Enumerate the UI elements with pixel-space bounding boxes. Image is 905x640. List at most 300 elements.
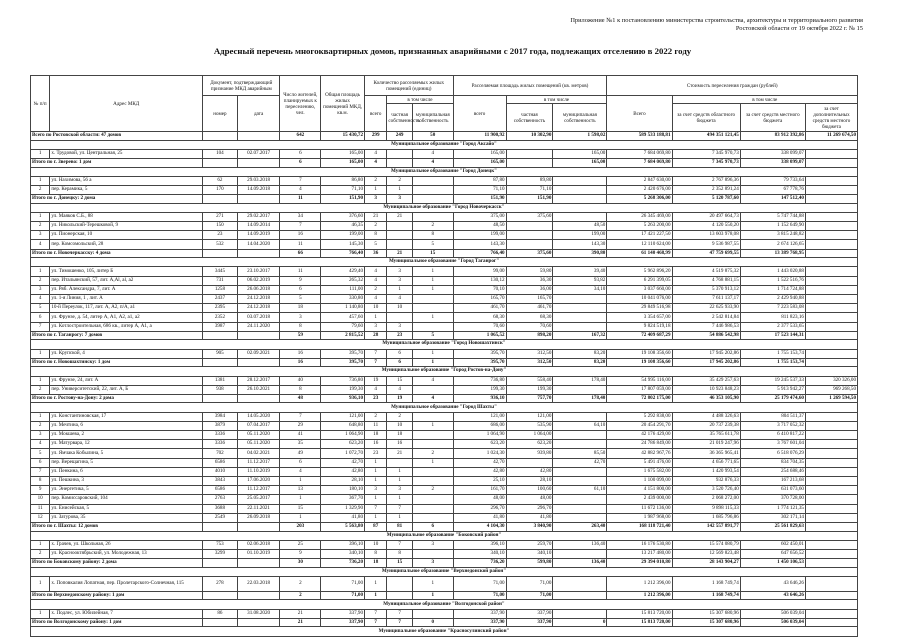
subtotal-cell: 1 269 594,50 (805, 394, 857, 403)
house-cell: 330,80 (321, 295, 365, 304)
house-cell: 10 041 076,00 (607, 295, 672, 304)
subtotal-cell: 1 450 106,53 (740, 559, 805, 568)
col-cost-local: за счет средств местного бюджета (740, 104, 805, 132)
subtotal-cell (805, 358, 857, 367)
house-cell: 1 (412, 421, 453, 430)
house-cell: 86,80 (321, 176, 365, 185)
house-cell: 136,40 (553, 540, 607, 549)
subtotal-cell (203, 522, 238, 531)
house-cell: 12 110 624,00 (607, 240, 672, 249)
house-cell: 86 (203, 609, 238, 618)
subtotal-cell: 48 (280, 394, 321, 403)
house-cell: 6 (387, 349, 412, 358)
house-cell: 21 (365, 212, 387, 221)
subtotal-label: Итого по г. Донецку: 2 дома (31, 195, 203, 204)
house-cell: 02.09.2021 (237, 349, 280, 358)
house-cell: 2 377 533,65 (740, 322, 805, 331)
house-cell: 15 307 680,96 (672, 609, 740, 618)
house-cell: 11 (365, 421, 387, 430)
subtotal-cell (237, 331, 280, 340)
house-cell: 93,82 (553, 276, 607, 285)
grand-total-cell (203, 132, 238, 141)
subtotal-cell (203, 158, 238, 167)
subtotal-cell: 18 (365, 559, 387, 568)
house-cell: 83,20 (553, 349, 607, 358)
house-cell: 3688 (203, 504, 238, 513)
house-address: пер. Итальянский, 57, лит. А,Al, al, а2 (50, 276, 203, 285)
page-title: Адресный перечень многоквартирных домов, признанных аварийными с 2017 года, подлежащих отселению в 2022 году (213, 46, 692, 56)
house-cell (805, 295, 857, 304)
house-cell (805, 285, 857, 294)
house-cell: 5 263 200,00 (607, 222, 672, 231)
house-row (31, 449, 858, 458)
house-cell: 16 (387, 440, 412, 449)
house-cell: 199,00 (453, 231, 506, 240)
house-cell: 3 (280, 313, 321, 322)
house-row (31, 540, 858, 549)
house-address: ул. Пенкина, 6 (50, 467, 203, 476)
house-cell: 3336 (203, 440, 238, 449)
subtotal-row (31, 559, 858, 568)
col-cost-total: Всего (607, 96, 672, 132)
house-address: ул. Пионерская, 10 (50, 231, 203, 240)
house-cell (805, 504, 857, 513)
house-cell: 14.04.2020 (237, 240, 280, 249)
house-cell: 42,80 (506, 467, 553, 476)
house-cell: 9 (280, 276, 321, 285)
house-cell: 461,70 (506, 304, 553, 313)
house-cell: 2 068 272,00 (672, 495, 740, 504)
house-cell (805, 185, 857, 194)
house-cell: 1 443 020,88 (740, 267, 805, 276)
house-cell: 1 152 649,90 (740, 222, 805, 231)
house-cell (387, 231, 412, 240)
house-cell: 4 (412, 376, 453, 385)
house-row (31, 304, 858, 313)
subtotal-row (31, 591, 858, 600)
house-row (31, 609, 858, 618)
subtotal-cell: 395,70 (321, 358, 365, 367)
subtotal-cell (203, 249, 238, 258)
house-cell: 3 815 248,82 (740, 231, 805, 240)
house-cell: 1 (31, 412, 50, 421)
house-cell (805, 549, 857, 558)
house-cell: 41,80 (506, 513, 553, 522)
house-cell (805, 449, 857, 458)
house-cell: 296,70 (453, 504, 506, 513)
house-cell (412, 212, 453, 221)
subtotal-cell (553, 591, 607, 600)
house-cell: 29.02.2017 (237, 212, 280, 221)
house-cell (553, 609, 607, 618)
house-cell: 18 (280, 304, 321, 313)
house-cell: 340,10 (506, 549, 553, 558)
house-cell: 20 497 664,73 (672, 212, 740, 221)
house-cell: 623,20 (506, 440, 553, 449)
house-cell: 5 962 896,20 (607, 267, 672, 276)
house-cell: 3 (31, 431, 50, 440)
house-address: ул. Энергетика, 5 (50, 486, 203, 495)
house-cell (805, 486, 857, 495)
house-cell: 320 326,00 (805, 376, 857, 385)
subtotal-cell (387, 158, 412, 167)
house-row (31, 385, 858, 394)
house-cell: 6 (280, 285, 321, 294)
house-cell: 19 108 356,60 (607, 349, 672, 358)
house-cell: 178,40 (553, 376, 607, 385)
subtotal-cell: 19 (387, 394, 412, 403)
house-cell: 9 824 519,18 (607, 322, 672, 331)
house-cell: 1 100 099,00 (607, 476, 672, 485)
subtotal-cell: 4 (412, 394, 453, 403)
house-cell: 165,70 (506, 295, 553, 304)
house-cell (553, 467, 607, 476)
house-cell: 1 (387, 513, 412, 522)
subtotal-cell: 168 118 721,40 (607, 522, 672, 531)
subtotal-cell: 1 755 153,74 (740, 358, 805, 367)
house-cell (553, 549, 607, 558)
municipality-row (31, 140, 858, 149)
subtotal-cell: 54 886 542,98 (672, 331, 740, 340)
subtotal-cell: 178,40 (553, 394, 607, 403)
col-residents: Число жителей, планируемых к переселению, чел. (280, 76, 321, 132)
house-cell: 1 (412, 267, 453, 276)
house-address: х. Трудовой, ул. Центральная, 25 (50, 149, 203, 158)
house-cell: 170 (203, 185, 238, 194)
house-cell: 686,00 (453, 421, 506, 430)
house-cell: 4 (365, 149, 387, 158)
house-cell (553, 185, 607, 194)
house-address: ул. Матурвара, 12 (50, 440, 203, 449)
house-cell: 22 625 933,90 (672, 304, 740, 313)
house-cell (805, 431, 857, 440)
col-rooms-private: частная собственность (387, 104, 412, 132)
house-cell: 16 176 530,80 (607, 540, 672, 549)
house-cell: 2 352 891,24 (672, 185, 740, 194)
house-cell: 61,10 (553, 486, 607, 495)
subtotal-cell: 17 945 202,86 (672, 358, 740, 367)
subtotal-cell: 3 (412, 559, 453, 568)
house-cell (553, 313, 607, 322)
subtotal-label: Итого по Боковскому району: 2 дома (31, 559, 203, 568)
house-row (31, 495, 858, 504)
municipality-name: Муниципальное образование "Город Донецк" (31, 167, 858, 176)
house-cell: 7 (31, 322, 50, 331)
subtotal-cell: 1 (365, 591, 387, 600)
subtotal-cell (203, 394, 238, 403)
house-cell: 396,10 (453, 540, 506, 549)
house-cell: 6 (31, 458, 50, 467)
subtotal-cell: 599,80 (506, 559, 553, 568)
house-address: ул. Константиновская, 17 (50, 412, 203, 421)
subtotal-cell: 6 (387, 358, 412, 367)
house-address: ул. Затурова, 35 (50, 513, 203, 522)
municipality-name: Муниципальное образование "Город Аксайо" (31, 140, 858, 149)
house-cell: 7 (280, 412, 321, 421)
subtotal-cell (237, 522, 280, 531)
house-cell (412, 504, 453, 513)
subtotal-cell: 7 684 069,80 (607, 158, 672, 167)
house-cell (412, 549, 453, 558)
house-cell: 1 (365, 476, 387, 485)
house-address: ул. Фрунзе, 24, лит. А (50, 376, 203, 385)
house-cell: 1 774 121,35 (740, 504, 805, 513)
house-cell: 29 849 516,98 (607, 304, 672, 313)
house-cell (412, 412, 453, 421)
house-address: х. Грачев, ул. Школьная, 26 (50, 540, 203, 549)
house-cell: 4 (31, 240, 50, 249)
house-address: ул. Мокшева, 2 (50, 431, 203, 440)
subtotal-cell: 59 (280, 331, 321, 340)
house-cell: 165,00 (553, 149, 607, 158)
subtotal-cell: 1 065,52 (453, 331, 506, 340)
house-cell: 79,60 (321, 322, 365, 331)
subtotal-cell: 15 (412, 249, 453, 258)
house-address: ул. Крупской, 4 (50, 349, 203, 358)
subtotal-cell (805, 559, 857, 568)
house-row (31, 504, 858, 513)
subtotal-row (31, 522, 858, 531)
house-cell (805, 231, 857, 240)
municipality-name: Муниципальное образование "Красносулинский район" (31, 627, 858, 636)
house-cell: 22.03.2018 (237, 576, 280, 591)
subtotal-cell: 312,50 (506, 358, 553, 367)
house-cell: 150 (203, 222, 238, 231)
house-address: ул. Пешкина, 3 (50, 476, 203, 485)
grand-total-cell: 83 912 392,86 (740, 132, 805, 141)
grand-total-cell: 1 598,02 (553, 132, 607, 141)
house-cell: 10 (387, 304, 412, 313)
subtotal-cell (203, 618, 238, 627)
municipality-row (31, 531, 858, 540)
house-cell: 4 (365, 276, 387, 285)
house-cell: 10 (365, 540, 387, 549)
house-cell: 18 (387, 431, 412, 440)
house-cell: 702 (203, 449, 238, 458)
subtotal-label: Итого по Верхнедонскому району: 1 дом (31, 591, 203, 600)
subtotal-cell: 736,20 (453, 559, 506, 568)
house-cell (412, 295, 453, 304)
house-cell: 12 569 823,48 (672, 549, 740, 558)
subtotal-cell: 390,80 (553, 249, 607, 258)
col-rooms: Количество расселяемых жилых помещений (единиц) (365, 76, 454, 96)
subtotal-cell: 28 (365, 331, 387, 340)
house-cell (553, 504, 607, 513)
house-cell: 1 064,90 (321, 431, 365, 440)
house-cell: 1 329,90 (321, 504, 365, 513)
house-cell: 9 536 987,55 (672, 240, 740, 249)
subtotal-cell: 337,90 (321, 618, 365, 627)
house-cell: 39,40 (553, 267, 607, 276)
house-cell: 4 (280, 185, 321, 194)
house-cell (805, 276, 857, 285)
house-cell: 54 995 116,00 (607, 376, 672, 385)
house-cell: 8 (280, 385, 321, 394)
house-cell: 2 (412, 486, 453, 495)
house-cell: 13 (280, 486, 321, 495)
house-cell: 59,80 (506, 267, 553, 276)
house-cell: 3843 (203, 476, 238, 485)
house-cell: 7 (387, 540, 412, 549)
house-row (31, 549, 858, 558)
house-cell: 367,70 (321, 495, 365, 504)
house-row (31, 431, 858, 440)
house-address: ул. Никольский-Терешковой, 9 (50, 222, 203, 231)
house-cell: 1 168 749,74 (672, 576, 740, 591)
house-address: х. Поповкалия Лопатная, пер. Пролетарского-Солнечная, 115 (50, 576, 203, 591)
subtotal-cell: 61 140 468,99 (607, 249, 672, 258)
subtotal-cell: 0 (553, 618, 607, 627)
house-cell (805, 322, 857, 331)
subtotal-cell: 4 (365, 158, 387, 167)
house-cell: 278 (203, 576, 238, 591)
house-cell: 36,00 (506, 285, 553, 294)
house-row (31, 276, 858, 285)
house-address: ул. Ряб. Александра, 7, лит. А (50, 285, 203, 294)
house-cell (506, 240, 553, 249)
house-row (31, 231, 858, 240)
house-cell: 130,12 (453, 276, 506, 285)
subtotal-cell: 1 (412, 358, 453, 367)
house-cell: 2395 (203, 304, 238, 313)
grand-total-cell: 589 533 188,81 (607, 132, 672, 141)
subtotal-row (31, 249, 858, 258)
house-cell: 13 603 978,08 (672, 231, 740, 240)
subtotal-cell: 7 (365, 358, 387, 367)
house-cell: 165,00 (321, 149, 365, 158)
house-cell: 41,80 (453, 513, 506, 522)
subtotal-label: Итого по г. Ростову-на-Дону: 2 дома (31, 394, 203, 403)
subtotal-cell: 3 (387, 195, 412, 204)
house-cell: 731 (203, 276, 238, 285)
subtotal-cell (237, 249, 280, 258)
house-cell: 25.05.2017 (237, 495, 280, 504)
house-cell: 5 (365, 240, 387, 249)
house-cell: 24.12.2018 (237, 295, 280, 304)
house-cell: 3 717 052,32 (740, 421, 805, 430)
house-cell (805, 576, 857, 591)
house-cell: 2 (31, 549, 50, 558)
house-cell: 165,70 (453, 295, 506, 304)
house-cell: 79 733,64 (740, 176, 805, 185)
house-row (31, 421, 858, 430)
house-cell: 26.06.2018 (237, 285, 280, 294)
house-cell: 199,30 (453, 385, 506, 394)
house-cell: 938 (203, 385, 238, 394)
house-row (31, 467, 858, 476)
house-cell: 99,00 (453, 267, 506, 276)
house-cell: 3 767 601,04 (740, 440, 805, 449)
subtotal-cell: 936,10 (453, 394, 506, 403)
house-cell: 68,30 (453, 313, 506, 322)
subtotal-cell: 15 813 720,00 (607, 618, 672, 627)
house-cell (553, 476, 607, 485)
house-cell: 395,70 (453, 349, 506, 358)
house-cell: 648,80 (321, 421, 365, 430)
house-cell: 834 704,35 (740, 458, 805, 467)
subtotal-cell: 2 (280, 591, 321, 600)
house-cell: 7 (387, 609, 412, 618)
house-cell (387, 458, 412, 467)
house-row (31, 295, 858, 304)
grand-total-label: Всего по Ростовской области: 47 домов (31, 132, 203, 141)
house-cell: 2 (387, 412, 412, 421)
house-cell: 506 039,04 (740, 609, 805, 618)
house-cell: 1 (387, 185, 412, 194)
house-cell: 2 (31, 222, 50, 231)
subtotal-cell: 13 389 768,95 (740, 249, 805, 258)
house-cell: 8 (365, 549, 387, 558)
house-cell: 24.11.2020 (237, 322, 280, 331)
grand-total-cell: 249 (387, 132, 412, 141)
house-cell: 1 420 993,54 (672, 467, 740, 476)
col-rooms-including: в том числе (387, 96, 453, 104)
house-cell: 932 876,33 (672, 476, 740, 485)
house-cell: 1 064,00 (506, 431, 553, 440)
house-cell: 2 (31, 185, 50, 194)
subtotal-cell: 151,90 (506, 195, 553, 204)
house-cell: 1 (387, 467, 412, 476)
house-cell (805, 267, 857, 276)
house-cell: 5 491 476,00 (607, 458, 672, 467)
house-cell: 1 (365, 458, 387, 467)
house-cell: 2 (280, 576, 321, 591)
house-cell: 20 454 291,70 (607, 421, 672, 430)
house-cell: 28.12.2017 (237, 376, 280, 385)
house-cell: 1 675 582,00 (607, 467, 672, 476)
house-cell: 254 688,46 (740, 467, 805, 476)
subtotal-cell (203, 195, 238, 204)
house-cell: 3 (31, 231, 50, 240)
subtotal-cell (237, 158, 280, 167)
house-address: ул. Ямчака Кобылина, 5 (50, 449, 203, 458)
house-cell: 22.11.2021 (237, 504, 280, 513)
subtotal-cell (412, 195, 453, 204)
house-cell (805, 212, 857, 221)
house-address: пер. Комсомольский, 28 (50, 240, 203, 249)
house-cell: 271 (203, 212, 238, 221)
house-cell: 36,30 (506, 276, 553, 285)
house-cell: 199,00 (321, 231, 365, 240)
house-cell: 11.12.2017 (237, 458, 280, 467)
house-row (31, 322, 858, 331)
house-cell: 5 (31, 449, 50, 458)
house-cell: 736,80 (321, 376, 365, 385)
house-cell (387, 240, 412, 249)
subtotal-cell: 1 (412, 591, 453, 600)
house-row (31, 267, 858, 276)
house-cell: 25 (280, 540, 321, 549)
house-row (31, 440, 858, 449)
house-cell: 16 (280, 349, 321, 358)
house-cell: 1 (365, 495, 387, 504)
house-cell: 25,10 (453, 476, 506, 485)
house-cell: 21 (387, 449, 412, 458)
house-cell: 1 (387, 495, 412, 504)
subtotal-cell (387, 591, 412, 600)
house-cell (412, 176, 453, 185)
house-cell: 4 (387, 295, 412, 304)
subtotal-cell: 5 268 306,00 (607, 195, 672, 204)
house-cell: 1 (31, 576, 50, 591)
house-cell: 100,60 (506, 486, 553, 495)
house-cell: 21 (280, 609, 321, 618)
house-cell: 3 (387, 322, 412, 331)
house-cell: 4 (365, 295, 387, 304)
house-address: ул. Котлостроительная, 686 кв., литер А, А1, а (50, 322, 203, 331)
house-cell: 2 (365, 412, 387, 421)
house-cell: 1 (365, 185, 387, 194)
